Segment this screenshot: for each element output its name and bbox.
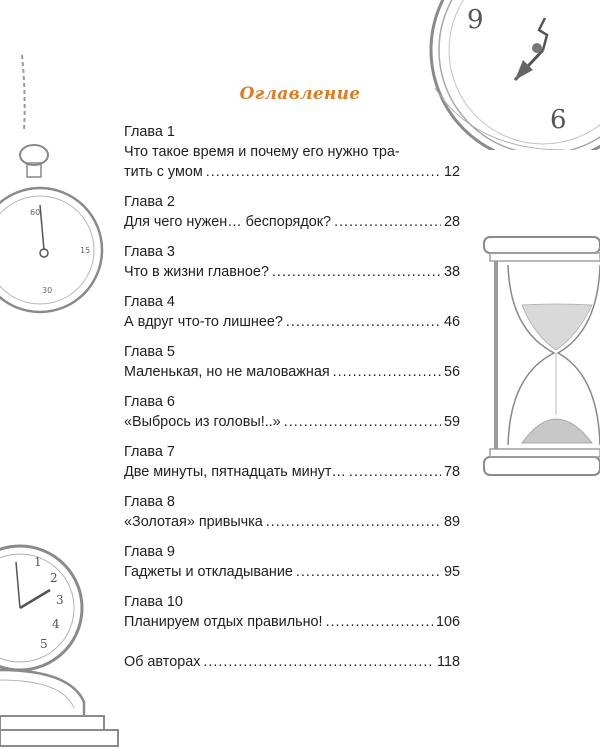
chapter-title: Две минуты, пятнадцать минут… <box>124 464 346 480</box>
chapter-title: Что в жизни главное? <box>124 264 269 280</box>
toc-entry-chapter-3[interactable] <box>124 242 460 282</box>
page-number: 118 <box>437 654 460 670</box>
stopwatch-numeral-60: 60 <box>30 208 41 217</box>
chapter-title: Маленькая, но не маловажная <box>124 364 330 380</box>
chapter-title: «Золотая» привычка <box>124 514 263 530</box>
toc-entry-chapter-1[interactable] <box>124 122 460 182</box>
chapter-title: А вдруг что-то лишнее? <box>124 314 283 330</box>
dot-leader <box>333 362 441 382</box>
dot-leader <box>284 412 441 432</box>
dot-leader <box>272 262 441 282</box>
page-number: 56 <box>443 364 460 380</box>
chapter-label: Глава 1 <box>124 124 175 140</box>
chapter-label: Глава 6 <box>124 394 175 410</box>
chapter-label: Глава 5 <box>124 344 175 360</box>
dot-leader <box>266 512 441 532</box>
chapter-title-line-1: Что такое время и почему его нужно тра- <box>124 144 400 160</box>
mantel-clock-numeral-1: 1 <box>34 555 42 569</box>
dot-leader <box>349 462 441 482</box>
stopwatch-numeral-15: 15 <box>80 246 91 255</box>
toc-entry-chapter-7[interactable] <box>124 442 460 482</box>
toc-entry-authors[interactable] <box>124 652 460 672</box>
chapter-title: тить с умом <box>124 164 203 180</box>
dot-leader <box>296 562 441 582</box>
dot-leader <box>206 162 441 182</box>
chapter-label: Глава 7 <box>124 444 175 460</box>
page-number: 89 <box>443 514 460 530</box>
chapter-label: Глава 3 <box>124 244 175 260</box>
page-number: 59 <box>443 414 460 430</box>
toc-entry-chapter-8[interactable] <box>124 492 460 532</box>
chapter-label: Глава 8 <box>124 494 175 510</box>
dot-leader <box>334 212 441 232</box>
chapter-title: Гаджеты и откладывание <box>124 564 293 580</box>
dot-leader <box>286 312 441 332</box>
authors-title: Об авторах <box>124 654 201 670</box>
mantel-clock-numeral-5: 5 <box>40 637 48 651</box>
chapter-label: Глава 9 <box>124 544 175 560</box>
chapter-label: Глава 10 <box>124 594 183 610</box>
page-number: 95 <box>443 564 460 580</box>
chapter-title: Планируем отдых правильно! <box>124 614 323 630</box>
hourglass-illustration <box>482 235 600 480</box>
page-number: 46 <box>443 314 460 330</box>
wall-clock-numeral-6: 6 <box>550 105 567 135</box>
stopwatch-numeral-30: 30 <box>42 286 53 295</box>
table-of-contents <box>124 122 460 682</box>
toc-entry-chapter-9[interactable] <box>124 542 460 582</box>
wall-clock-numeral-9: 9 <box>467 5 484 35</box>
toc-title: Оглавление <box>239 84 361 104</box>
toc-entry-chapter-4[interactable] <box>124 292 460 332</box>
chapter-title: «Выбрось из головы!..» <box>124 414 281 430</box>
toc-entry-chapter-6[interactable] <box>124 392 460 432</box>
toc-entry-chapter-5[interactable] <box>124 342 460 382</box>
mantel-clock-numeral-2: 2 <box>50 571 58 585</box>
toc-entry-chapter-2[interactable] <box>124 192 460 232</box>
page-number: 12 <box>443 164 460 180</box>
mantel-clock-illustration <box>0 520 122 750</box>
chapter-label: Глава 4 <box>124 294 175 310</box>
mantel-clock-numeral-3: 3 <box>56 593 64 607</box>
page-number: 78 <box>443 464 460 480</box>
page-number: 38 <box>443 264 460 280</box>
chapter-title: Для чего нужен… беспорядок? <box>124 214 332 230</box>
page-number: 28 <box>443 214 460 230</box>
chapter-label: Глава 2 <box>124 194 175 210</box>
mantel-clock-numeral-4: 4 <box>52 617 60 631</box>
dot-leader <box>326 612 433 632</box>
dot-leader <box>203 652 434 672</box>
toc-entry-chapter-10[interactable] <box>124 592 460 632</box>
page-number: 106 <box>435 614 460 630</box>
